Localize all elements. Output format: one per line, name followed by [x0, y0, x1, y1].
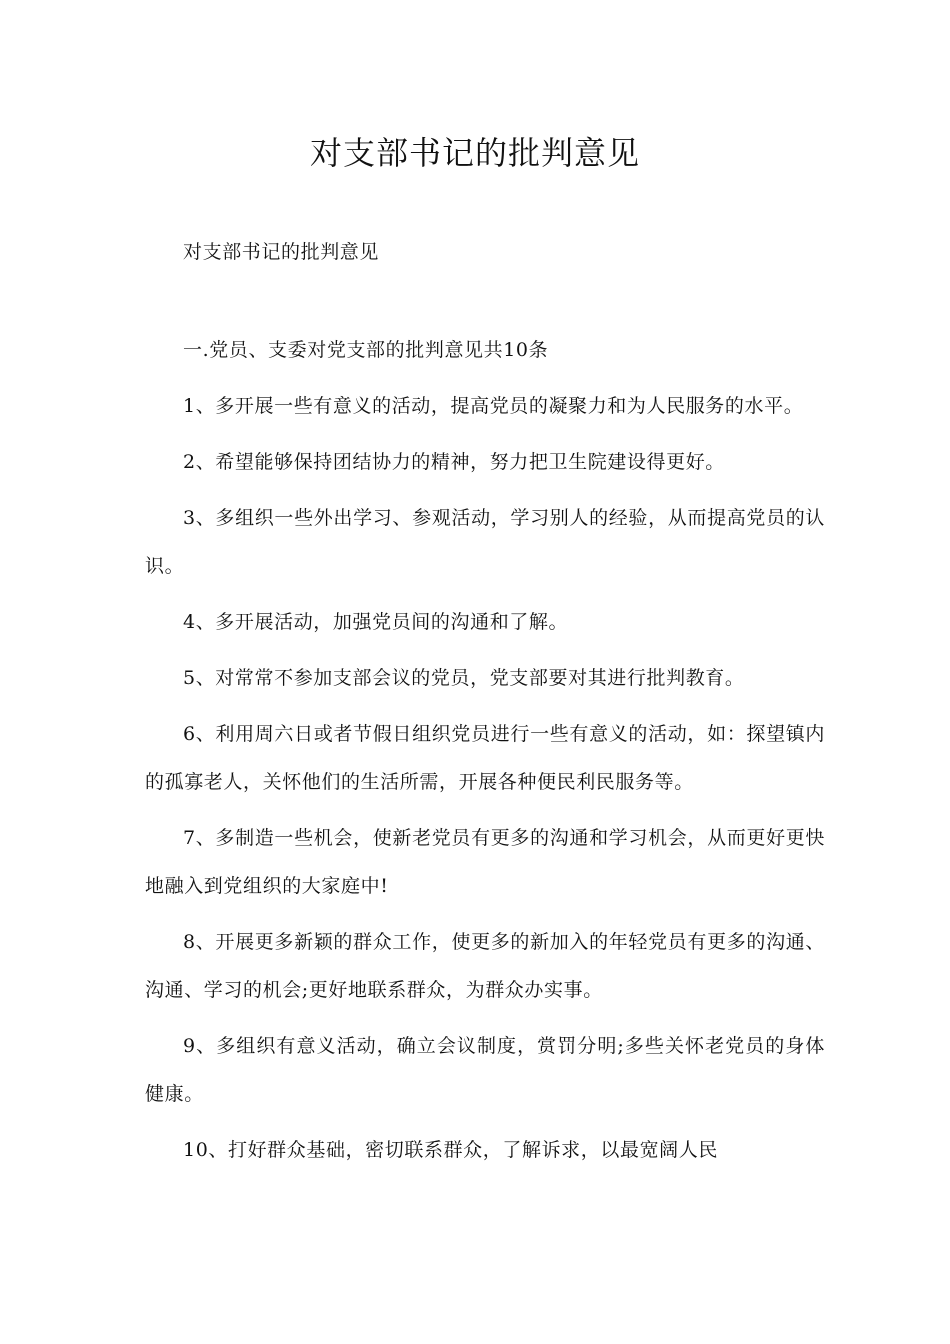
document-subtitle-block — [145, 228, 825, 276]
document-title: 对支部书记的批判意见 — [309, 134, 640, 172]
paragraph: 9、多组织有意义活动，确立会议制度，赏罚分明;多些关怀老党员的身体健康。 — [145, 1035, 825, 1105]
paragraph: 4、多开展活动，加强党员间的沟通和了解。 — [183, 611, 569, 633]
paragraph: 6、利用周六日或者节假日组织党员进行一些有意义的活动，如：探望镇内的孤寡老人，关怀他们的生活所需，开展各种便民利民服务等。 — [145, 723, 825, 793]
document-body — [145, 326, 825, 1182]
paragraph: 5、对常常不参加支部会议的党员，党支部要对其进行批判教育。 — [183, 667, 745, 689]
section-heading: 一.党员、支委对党支部的批判意见共10条 — [183, 339, 549, 361]
paragraph: 10、打好群众基础，密切联系群众，了解诉求，以最宽阔人民 — [183, 1139, 718, 1161]
paragraph: 2、希望能够保持团结协力的精神，努力把卫生院建设得更好。 — [183, 451, 725, 473]
document-subtitle: 对支部书记的批判意见 — [183, 241, 380, 263]
paragraph: 7、多制造一些机会，使新老党员有更多的沟通和学习机会，从而更好更快地融入到党组织的大家庭中! — [145, 827, 825, 897]
paragraph: 3、多组织一些外出学习、参观活动，学习别人的经验，从而提高党员的认识。 — [145, 507, 825, 577]
paragraph: 8、开展更多新颖的群众工作，使更多的新加入的年轻党员有更多的沟通、沟通、学习的机会;更好地联系群众，为群众办实事。 — [145, 931, 825, 1001]
paragraph: 1、多开展一些有意义的活动，提高党员的凝聚力和为人民服务的水平。 — [183, 395, 804, 417]
